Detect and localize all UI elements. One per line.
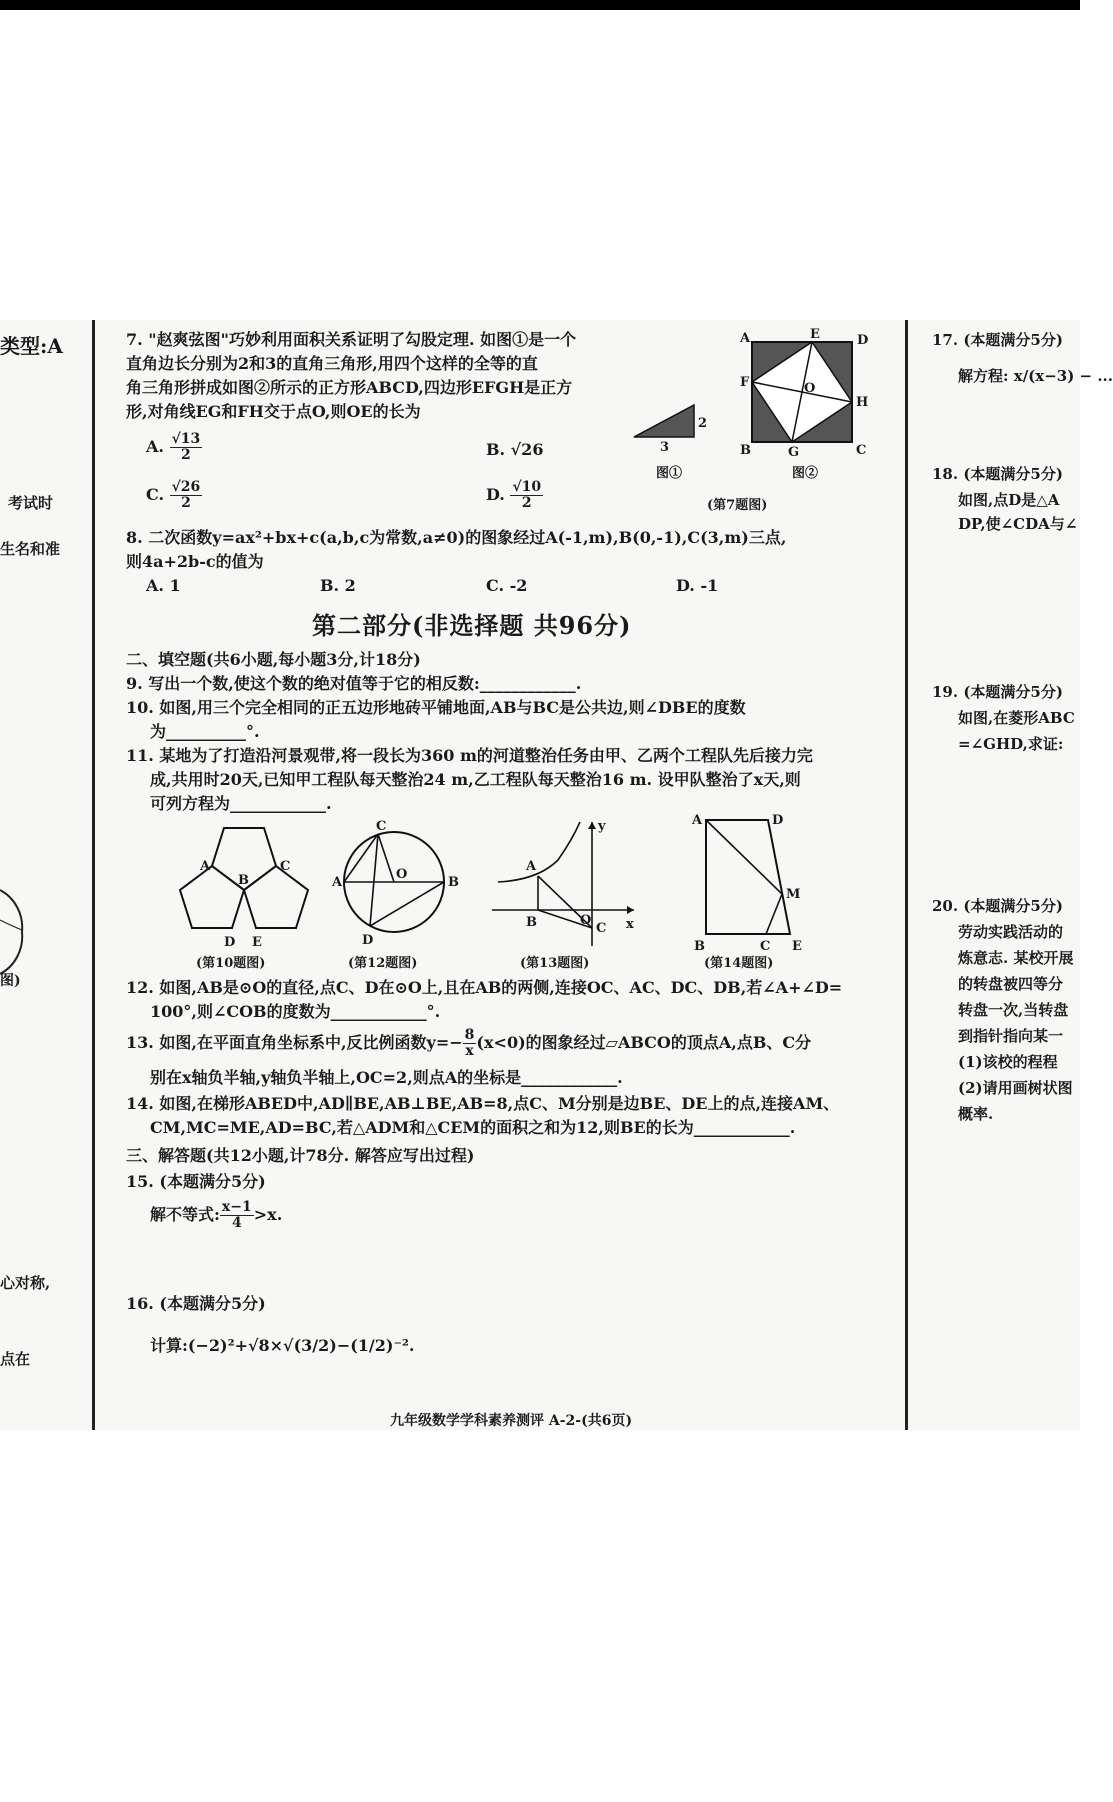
svg-text:E: E	[792, 939, 802, 954]
q20-line: 的转盘被四等分	[958, 975, 1064, 993]
q10-figure-pentagons	[180, 818, 310, 950]
q18-line: 如图,点D是△A	[958, 491, 1060, 509]
right-page-border	[905, 320, 908, 1430]
top-black-bar	[0, 0, 1080, 10]
q7-figure-2-square	[740, 328, 870, 458]
q8-line: 则4a+2b-c的值为	[126, 552, 264, 571]
q7-option-a: A. $\frac{√13}{2}$	[146, 431, 201, 463]
left-fragment: 心对称,	[0, 1274, 51, 1292]
q14-figure-caption: (第14题图)	[704, 956, 774, 971]
solve-header: 三、解答题(共12小题,计78分. 解答应写出过程)	[126, 1146, 475, 1165]
q13-figure-caption: (第13题图)	[520, 956, 590, 971]
svg-text:D: D	[224, 935, 236, 950]
svg-text:H: H	[856, 395, 869, 410]
svg-text:D: D	[857, 333, 869, 348]
svg-text:B: B	[694, 939, 705, 954]
section-2-title: 第二部分(非选择题 共96分)	[312, 611, 632, 640]
q10-figure-caption: (第10题图)	[196, 956, 266, 971]
svg-text:x: x	[626, 917, 634, 932]
svg-text:B: B	[526, 915, 537, 930]
q7-figure-caption: (第7题图)	[707, 498, 768, 513]
q19-line: 如图,在菱形ABC	[958, 709, 1075, 727]
svg-text:D: D	[362, 933, 374, 948]
q13-figure-coordinate	[488, 818, 638, 950]
svg-text:C: C	[376, 819, 387, 834]
svg-text:O: O	[396, 867, 408, 882]
q8-line: 8. 二次函数y=ax²+bx+c(a,b,c为常数,a≠0)的图象经过A(-1,m),B(0,-1),C(3,m)三点,	[126, 528, 787, 547]
svg-text:B: B	[448, 875, 459, 890]
q18-line: DP,使∠CDA与∠	[958, 515, 1078, 533]
svg-text:O: O	[580, 913, 592, 928]
q12-line: 100°,则∠COB的度数为____________°.	[150, 1002, 441, 1021]
q12-figure-circle	[332, 818, 458, 950]
q19-line: =∠GHD,求证:	[958, 735, 1064, 753]
q12-line: 12. 如图,AB是⊙O的直径,点C、D在⊙O上,且在AB的两侧,连接OC、AC、DC、DB,若∠A+∠D=	[126, 978, 843, 997]
svg-text:B: B	[238, 873, 249, 888]
q7-figure-1-triangle	[630, 395, 710, 455]
svg-text:y: y	[598, 819, 606, 834]
q20-line: 劳动实践活动的	[958, 923, 1064, 941]
q7-line: 形,对角线EG和FH交于点O,则OE的长为	[126, 402, 421, 421]
q17-body: 解方程: x/(x−3) − ...	[958, 367, 1113, 385]
q15-body: 解不等式: $\frac{x-1}{4}$ >x.	[150, 1199, 283, 1231]
svg-text:C: C	[760, 939, 771, 954]
q7-option-d: D. $\frac{√10}{2}$	[486, 479, 542, 511]
q20-line: (1)该校的程程	[958, 1053, 1058, 1071]
left-fragment: 考试时	[8, 494, 54, 512]
svg-text:A: A	[526, 859, 537, 874]
svg-text:E: E	[252, 935, 262, 950]
q7-line: 角三角形拼成如图②所示的正方形ABCD,四边形EFGH是正方	[126, 378, 573, 397]
q20-line: 转盘一次,当转盘	[958, 1001, 1069, 1019]
q7-line: 直角边长分别为2和3的直角三角形,用四个这样的全等的直	[126, 354, 538, 373]
q10-line: 10. 如图,用三个完全相同的正五边形地砖平铺地面,AB与BC是公共边,则∠DBE的度数	[126, 698, 746, 717]
q9-text: 9. 写出一个数,使这个数的绝对值等于它的相反数:____________.	[126, 674, 582, 693]
q19-title: 19. (本题满分5分)	[932, 683, 1063, 701]
q12-figure-caption: (第12题图)	[348, 956, 418, 971]
svg-text:3: 3	[660, 440, 670, 455]
svg-text:A: A	[692, 813, 703, 828]
q11-line: 11. 某地为了打造沿河景观带,将一段长为360 m的河道整治任务由甲、乙两个工程队先后接力完	[126, 746, 813, 765]
svg-text:A: A	[200, 859, 211, 874]
q7-line: 7. "赵爽弦图"巧妙利用面积关系证明了勾股定理. 如图①是一个	[126, 330, 577, 349]
q10-line: 为__________°.	[150, 722, 260, 741]
svg-text:O: O	[804, 381, 816, 396]
q8-option-c: C. -2	[486, 576, 528, 595]
q7-figure-2-label: 图②	[792, 466, 819, 481]
left-fragment-type: 类型:A	[0, 334, 63, 358]
q13-line: 别在x轴负半轴,y轴负半轴上,OC=2,则点A的坐标是____________.	[150, 1068, 623, 1087]
q14-line: CM,MC=ME,AD=BC,若△ADM和△CEM的面积之和为12,则BE的长为____________.	[150, 1118, 796, 1137]
q20-title: 20. (本题满分5分)	[932, 897, 1063, 915]
q18-title: 18. (本题满分5分)	[932, 465, 1063, 483]
q15-title: 15. (本题满分5分)	[126, 1172, 266, 1191]
page-footer: 九年级数学学科素养测评 A-2-(共6页)	[390, 1413, 633, 1429]
left-sphere-figure	[0, 880, 30, 980]
svg-text:D: D	[772, 813, 784, 828]
svg-text:2: 2	[698, 416, 708, 431]
q8-option-b: B. 2	[320, 576, 356, 595]
q11-line: 成,共用时20天,已知甲工程队每天整治24 m,乙工程队每天整治16 m. 设甲队整治了x天,则	[150, 770, 801, 789]
svg-text:M: M	[786, 887, 801, 902]
svg-text:E: E	[810, 327, 820, 342]
q20-line: 炼意志. 某校开展	[958, 949, 1074, 967]
q16-title: 16. (本题满分5分)	[126, 1294, 266, 1313]
q7-option-b: B. √26	[486, 440, 544, 459]
fill-in-header: 二、填空题(共6小题,每小题3分,计18分)	[126, 650, 421, 669]
svg-text:A: A	[332, 875, 343, 890]
q20-line: 概率.	[958, 1105, 994, 1123]
q20-line: 到指针指向某一	[958, 1027, 1064, 1045]
svg-text:A: A	[740, 331, 751, 346]
q8-option-a: A. 1	[146, 576, 181, 595]
left-page-border	[92, 320, 95, 1430]
left-fragment: 图)	[0, 973, 21, 989]
svg-text:B: B	[740, 443, 751, 458]
q7-option-c: C. $\frac{√26}{2}$	[146, 479, 201, 511]
left-fragment: 生名和准	[0, 540, 61, 558]
svg-text:F: F	[740, 375, 750, 390]
svg-text:G: G	[788, 445, 800, 460]
q16-body: 计算:(−2)²+√8×√(3/2)−(1/2)⁻².	[150, 1336, 415, 1355]
q13-line: 13. 如图,在平面直角坐标系中,反比例函数y=− $\frac{8}{x}$ (x<0)的图象经过▱ABCO的顶点A,点B、C分	[126, 1027, 812, 1059]
q8-option-d: D. -1	[676, 576, 719, 595]
q17-title: 17. (本题满分5分)	[932, 331, 1063, 349]
q14-line: 14. 如图,在梯形ABED中,AD∥BE,AB⊥BE,AB=8,点C、M分别是边BE、DE上的点,连接AM、	[126, 1094, 840, 1113]
q11-line: 可列方程为____________.	[150, 794, 332, 813]
left-fragment: 点在	[0, 1350, 31, 1368]
q20-line: (2)请用画树状图	[958, 1079, 1073, 1097]
svg-text:C: C	[596, 921, 607, 936]
svg-text:C: C	[856, 443, 867, 458]
q14-figure-trapezoid	[690, 810, 810, 954]
q7-figure-1-label: 图①	[656, 466, 683, 481]
svg-text:C: C	[280, 859, 291, 874]
